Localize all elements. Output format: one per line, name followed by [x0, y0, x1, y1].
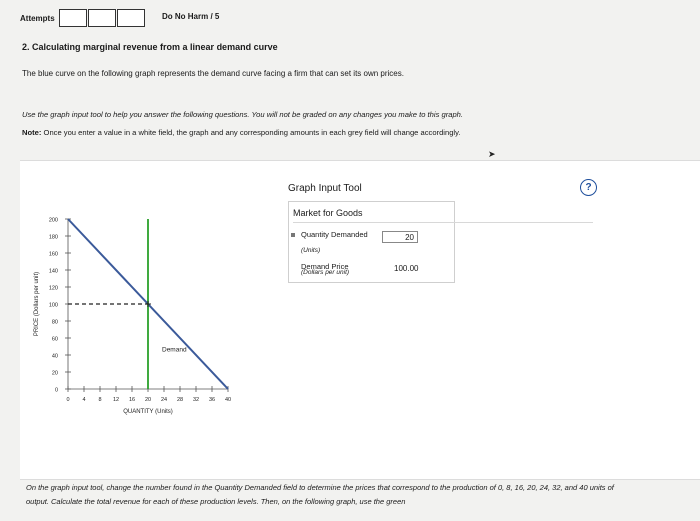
quantity-marker-icon [291, 233, 295, 237]
x-tick-label: 8 [98, 397, 102, 403]
attempts-label: Attempts [20, 13, 55, 23]
demand-price-units-label: (Dollars per unit) [301, 269, 350, 276]
x-tick-label: 28 [176, 397, 184, 403]
x-tick-label: 12 [112, 397, 120, 403]
question-title: 2. Calculating marginal revenue from a linear demand curve [22, 42, 278, 52]
x-tick-label: 16 [128, 397, 136, 403]
quantity-demanded-label: Quantity Demanded [301, 230, 368, 239]
graph-panel [20, 160, 700, 480]
x-tick-label: 0 [66, 397, 70, 403]
y-tick-label: 0 [54, 387, 58, 394]
question-note [22, 128, 460, 137]
y-tick-label: 200 [48, 217, 58, 224]
question-intro: The blue curve on the following graph represents the demand curve facing a firm that can set its own prices. [22, 69, 404, 78]
y-axis-label: PRICE (Dollars per unit) [34, 271, 40, 337]
attempt-box-2 [88, 9, 116, 27]
graph-input-tool-title: Graph Input Tool [288, 183, 362, 194]
y-tick-label: 100 [48, 302, 58, 309]
demand-price-label: Demand Price [301, 262, 349, 271]
x-axis-label: QUANTITY (Units) [123, 409, 173, 415]
y-tick-label: 180 [48, 234, 58, 241]
demand-chart[interactable] [20, 201, 260, 461]
y-tick-label: 140 [48, 268, 58, 275]
help-icon[interactable]: ? [580, 179, 597, 196]
attempt-box-1 [59, 9, 87, 27]
x-tick-label: 24 [160, 397, 168, 403]
question-instruction: Use the graph input tool to help you answer the following questions. You will not be graded on any changes you make to this graph. [22, 110, 464, 119]
market-divider [293, 222, 593, 223]
quantity-demanded-input[interactable]: 20 [382, 231, 418, 243]
mouse-cursor-icon: ➤ [488, 149, 496, 159]
y-tick-label: 60 [51, 336, 58, 343]
note-label: Note: [22, 128, 42, 137]
bottom-instructions: On the graph input tool, change the number found in the Quantity Demanded field to determine the prices that correspond to the production of 0, 8, 16, 20, 24, 32, and 40 units of output. Calculate the total revenue for each of these production levels. Then, on the following graph, use the green [26, 483, 614, 506]
do-no-harm-score: Do No Harm / 5 [162, 12, 220, 21]
x-tick-label: 40 [224, 397, 232, 403]
market-title: Market for Goods [293, 208, 363, 218]
demand-price-value: 100.00 [394, 264, 419, 273]
y-tick-label: 160 [48, 251, 58, 258]
attempts-bar [20, 8, 146, 28]
x-tick-label: 32 [192, 397, 200, 403]
y-tick-label: 120 [48, 285, 58, 292]
demand-label: Demand [162, 346, 187, 354]
attempt-box-3 [117, 9, 145, 27]
note-text: Once you enter a value in a white field, the graph and any corresponding amounts in each grey field will change accordingly. [43, 128, 461, 137]
y-tick-label: 20 [51, 370, 58, 377]
quantity-units-label: (Units) [301, 247, 321, 254]
x-tick-label: 4 [82, 397, 86, 403]
y-tick-label: 80 [51, 319, 58, 326]
y-tick-label: 40 [51, 353, 58, 360]
x-tick-label: 36 [208, 397, 216, 403]
x-tick-label: 20 [144, 397, 152, 403]
